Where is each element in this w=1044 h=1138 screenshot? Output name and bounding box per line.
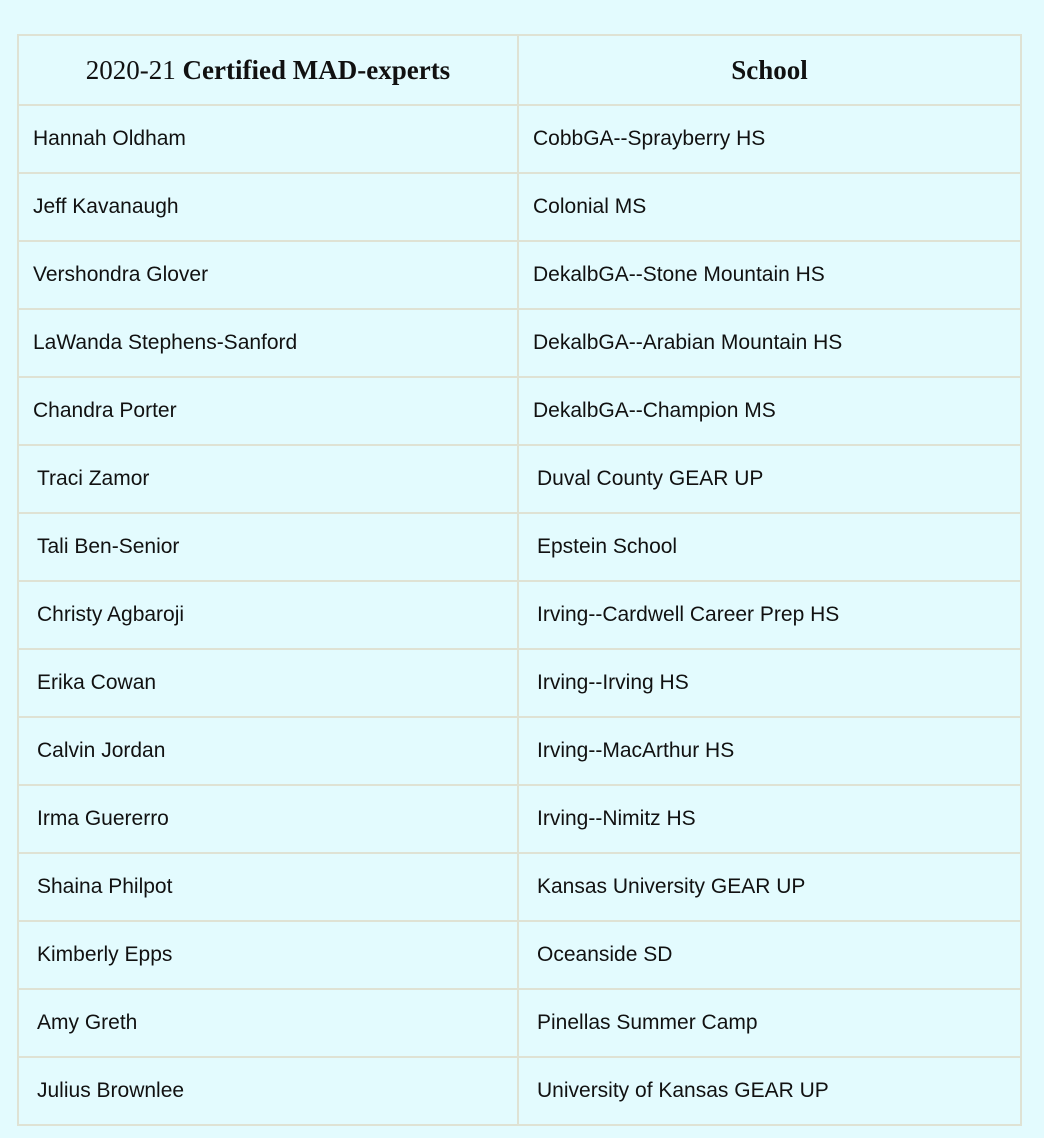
expert-name: Vershondra Glover (18, 241, 518, 309)
school-name: Irving--Nimitz HS (518, 785, 1021, 853)
expert-name: Traci Zamor (18, 445, 518, 513)
experts-table-container (17, 34, 1020, 1126)
expert-name: Shaina Philpot (18, 853, 518, 921)
school-name: Duval County GEAR UP (518, 445, 1021, 513)
expert-name: Irma Guererro (18, 785, 518, 853)
expert-name: Amy Greth (18, 989, 518, 1057)
expert-name: Erika Cowan (18, 649, 518, 717)
header-certified-title: Certified MAD-experts (182, 54, 451, 85)
table-row (18, 921, 1021, 989)
table-row (18, 853, 1021, 921)
expert-name: Hannah Oldham (18, 105, 518, 173)
table-row (18, 717, 1021, 785)
school-name: DekalbGA--Champion MS (518, 377, 1021, 445)
table-row (18, 1057, 1021, 1125)
school-name: Kansas University GEAR UP (518, 853, 1021, 921)
header-school: School (518, 35, 1021, 105)
school-name: CobbGA--Sprayberry HS (518, 105, 1021, 173)
header-year: 2020-21 (85, 54, 176, 85)
school-name: Irving--Cardwell Career Prep HS (518, 581, 1021, 649)
table-row (18, 513, 1021, 581)
table-row (18, 445, 1021, 513)
school-name: Pinellas Summer Camp (518, 989, 1021, 1057)
school-name: DekalbGA--Stone Mountain HS (518, 241, 1021, 309)
table-row (18, 581, 1021, 649)
expert-name: Julius Brownlee (18, 1057, 518, 1125)
table-row (18, 785, 1021, 853)
table-row (18, 309, 1021, 377)
school-name: Irving--Irving HS (518, 649, 1021, 717)
school-name: DekalbGA--Arabian Mountain HS (518, 309, 1021, 377)
expert-name: Calvin Jordan (18, 717, 518, 785)
header-experts (18, 35, 518, 105)
table-row (18, 241, 1021, 309)
expert-name: Christy Agbaroji (18, 581, 518, 649)
table-row (18, 377, 1021, 445)
school-name: Epstein School (518, 513, 1021, 581)
table-row (18, 649, 1021, 717)
school-name: Oceanside SD (518, 921, 1021, 989)
expert-name: LaWanda Stephens-Sanford (18, 309, 518, 377)
school-name: Irving--MacArthur HS (518, 717, 1021, 785)
experts-table (17, 34, 1022, 1126)
expert-name: Chandra Porter (18, 377, 518, 445)
table-row (18, 989, 1021, 1057)
expert-name: Tali Ben-Senior (18, 513, 518, 581)
table-row (18, 173, 1021, 241)
school-name: University of Kansas GEAR UP (518, 1057, 1021, 1125)
school-name: Colonial MS (518, 173, 1021, 241)
expert-name: Jeff Kavanaugh (18, 173, 518, 241)
table-row (18, 105, 1021, 173)
expert-name: Kimberly Epps (18, 921, 518, 989)
table-header-row (18, 35, 1021, 105)
